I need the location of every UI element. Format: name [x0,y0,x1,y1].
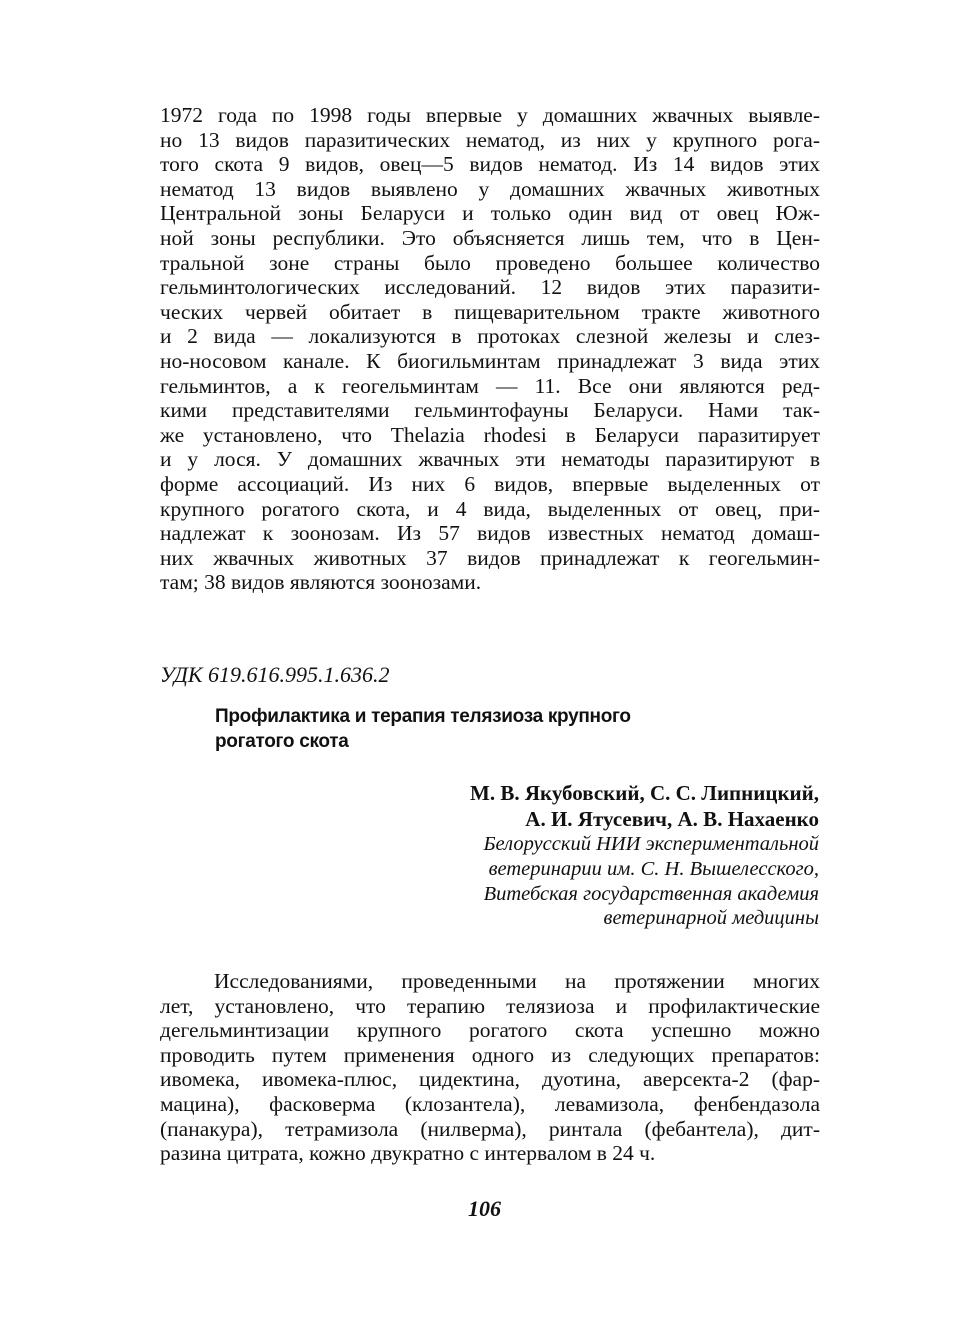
text-line: Исследованиями, проведенными на протяжении многих [214,969,820,993]
article-title [215,704,775,754]
text-line: разина цитрата, кожно двукратно с интервалом в 24 ч. [160,1141,656,1166]
text-line: проводить путем применения одного из следующих препаратов: [160,1042,820,1067]
text-line: гельминтологических исследований. 12 видов этих паразити- [160,275,820,300]
text-line: и 2 вида — локализуются в протоках слезной железы и слез- [160,324,820,349]
text-line: крупного рогатого скота, и 4 вида, выделенных от овец, при- [160,496,820,521]
text-line: того скота 9 видов, овец—5 видов нематод. Из 14 видов этих [160,152,820,177]
authors [470,780,819,832]
text-line: же установлено, что Thelazia rhodesi в Беларуси паразитирует [160,422,820,447]
text-line: гельминтов, а к геогельминтам — 11. Все они являются ред- [160,373,820,398]
text-line: и у лося. У домашних жвачных эти нематоды паразитируют в [160,447,820,472]
text-line: них жвачных животных 37 видов принадлежат к геогельмин- [160,545,820,570]
text-line: нематод 13 видов выявлено у домашних жвачных животных [160,176,820,201]
affiliation-line: Витебская государственная академия [483,882,819,905]
body-paragraph-1 [160,103,820,595]
article-title-line: рогатого скота [215,731,349,752]
page-number: 106 [468,1196,501,1221]
text-line: мацина), фасковерма (клозантела), левамизола, фенбендазола [160,1091,820,1116]
affiliation [483,832,819,931]
text-line: но 13 видов паразитических нематод, из них у крупного рога- [160,127,820,152]
text-line: тральной зоне страны было проведено большее количество [160,250,820,275]
body-paragraph-2 [160,969,820,1166]
authors-line: А. И. Ятусевич, А. В. Нахаенко [525,807,819,831]
text-line: ивомека, ивомека-плюс, цидектина, дуотина, аверсекта-2 (фар- [160,1067,820,1092]
udk-code: УДК 619.616.995.1.636.2 [160,662,390,687]
text-line: дегельминтизации крупного рогатого скота успешно можно [160,1018,820,1043]
text-line: лет, установлено, что терапию телязиоза и профилактические [160,993,820,1018]
text-line: ной зоны республики. Это объясняется лишь тем, что в Цен- [160,225,820,250]
text-line: форме ассоциаций. Из них 6 видов, впервые выделенных от [160,471,820,496]
text-line: но-носовом канале. К биогильминтам принадлежат 3 вида этих [160,348,820,373]
text-line: там; 38 видов являются зоонозами. [160,570,482,595]
article-title-line: Профилактика и терапия телязиоза крупного [215,706,631,727]
affiliation-line: Белорусский НИИ экспериментальной [483,833,819,855]
text-line: ческих червей обитает в пищеварительном тракте животного [160,299,820,324]
affiliation-line: ветеринарии им. С. Н. Вышелесского, [488,857,819,880]
text-line: Центральной зоны Беларуси и только один вид от овец Юж- [160,201,820,226]
text-line: надлежат к зоонозам. Из 57 видов известных нематод домаш- [160,521,820,546]
affiliation-line: ветеринарной медицины [603,907,819,930]
authors-line: М. В. Якубовский, С. С. Липницкий, [470,781,819,805]
text-line: 1972 года по 1998 годы впервые у домашних жвачных выявле- [160,103,820,127]
text-line: кими представителями гельминтофауны Беларуси. Нами так- [160,398,820,423]
text-line: (панакура), тетрамизола (нилверма), ринтала (фебантела), дит- [160,1116,820,1141]
